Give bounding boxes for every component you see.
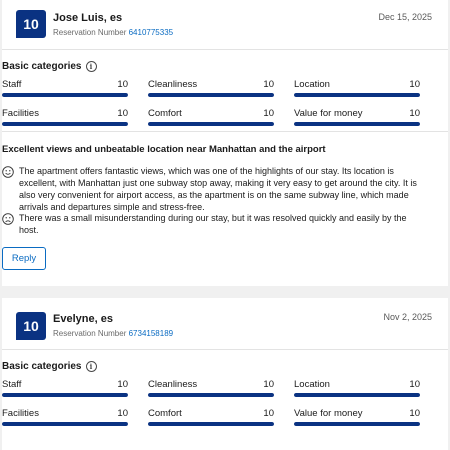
basic-categories-label: Basic categories (2, 361, 82, 372)
category-bar-fill (2, 93, 128, 97)
category-staff (2, 79, 128, 97)
review-headline: Excellent views and unbeatable location near Manhattan and the airport (2, 144, 326, 155)
category-cleanliness (148, 79, 274, 97)
category-bar-fill (294, 93, 420, 97)
review-score-badge: 10 (16, 10, 46, 38)
sad-face-icon (2, 213, 14, 225)
category-label: Staff (2, 79, 22, 90)
category-label: Cleanliness (148, 79, 198, 90)
category-label: Staff (2, 379, 22, 390)
basic-categories-title (2, 61, 97, 72)
reservation-number-link[interactable]: 6734158189 (128, 329, 174, 338)
guest-name: Jose Luis, es (53, 12, 123, 24)
category-bar (2, 422, 128, 426)
category-bar (294, 393, 420, 397)
category-bar-fill (2, 422, 128, 426)
category-bar (294, 122, 420, 126)
category-bar-fill (2, 393, 128, 397)
category-score: 10 (117, 408, 128, 419)
category-score: 10 (263, 379, 274, 390)
category-location (294, 79, 420, 97)
category-bar (294, 422, 420, 426)
basic-categories-title (2, 361, 97, 372)
category-bar (2, 122, 128, 126)
category-location (294, 379, 420, 397)
review-header (16, 298, 434, 342)
category-bar-fill (294, 422, 420, 426)
category-value-for-money (294, 108, 420, 126)
category-score: 10 (117, 379, 128, 390)
category-label: Facilities (2, 408, 39, 419)
category-bar-fill (2, 122, 128, 126)
review-card (2, 0, 448, 286)
category-label: Value for money (294, 408, 363, 419)
reservation-number-link[interactable]: 6410775335 (128, 28, 174, 37)
category-facilities (2, 108, 128, 126)
positive-review-text: The apartment offers fantastic views, which was one of the highlights of our stay. Its location is excellent, with Manhattan just one subway stop away, making it very easy to get around the city. It is also very convenient for airport access, as the apartment is on the same subway line, which made arrivals and departures simple and stress-free. (19, 166, 417, 212)
category-bar (148, 422, 274, 426)
category-score: 10 (263, 408, 274, 419)
category-bar (148, 93, 274, 97)
category-score: 10 (117, 108, 128, 119)
category-score: 10 (409, 108, 420, 119)
reservation-info (53, 329, 173, 338)
category-label: Comfort (148, 108, 182, 119)
category-label: Value for money (294, 108, 363, 119)
category-label: Location (294, 379, 330, 390)
category-bar-fill (148, 93, 274, 97)
info-icon[interactable]: i (86, 361, 97, 372)
review-card (2, 298, 448, 450)
category-bar-fill (294, 393, 420, 397)
smiley-face-icon (2, 166, 14, 178)
review-date: Dec 15, 2025 (378, 12, 432, 22)
info-icon[interactable]: i (86, 61, 97, 72)
divider (2, 349, 448, 350)
category-comfort (148, 108, 274, 126)
category-bar (2, 93, 128, 97)
basic-categories-label: Basic categories (2, 61, 82, 72)
divider (2, 49, 448, 50)
reply-button[interactable]: Reply (2, 247, 46, 270)
review-date: Nov 2, 2025 (383, 312, 432, 322)
category-score: 10 (409, 379, 420, 390)
category-cleanliness (148, 379, 274, 397)
reservation-info (53, 28, 173, 37)
category-bar-fill (148, 393, 274, 397)
category-bar-fill (148, 422, 274, 426)
reservation-label: Reservation Number (53, 28, 127, 37)
review-header (16, 0, 434, 44)
positive-review (2, 165, 420, 213)
category-facilities (2, 408, 128, 426)
category-score: 10 (263, 108, 274, 119)
negative-review-text: There was a small misunderstanding during our stay, but it was resolved quickly and easily by the host. (19, 213, 407, 235)
divider (2, 131, 448, 132)
category-label: Cleanliness (148, 379, 198, 390)
category-value-for-money (294, 408, 420, 426)
category-score: 10 (117, 79, 128, 90)
review-score-badge: 10 (16, 312, 46, 340)
category-bar (294, 93, 420, 97)
category-label: Facilities (2, 108, 39, 119)
category-score: 10 (263, 79, 274, 90)
reservation-label: Reservation Number (53, 329, 127, 338)
category-score: 10 (409, 408, 420, 419)
category-comfort (148, 408, 274, 426)
category-score: 10 (409, 79, 420, 90)
category-bar (148, 122, 274, 126)
negative-review (2, 212, 420, 236)
guest-name: Evelyne, es (53, 313, 113, 325)
category-label: Comfort (148, 408, 182, 419)
category-bar-fill (294, 122, 420, 126)
category-label: Location (294, 79, 330, 90)
category-bar (2, 393, 128, 397)
category-bar (148, 393, 274, 397)
category-staff (2, 379, 128, 397)
category-bar-fill (148, 122, 274, 126)
